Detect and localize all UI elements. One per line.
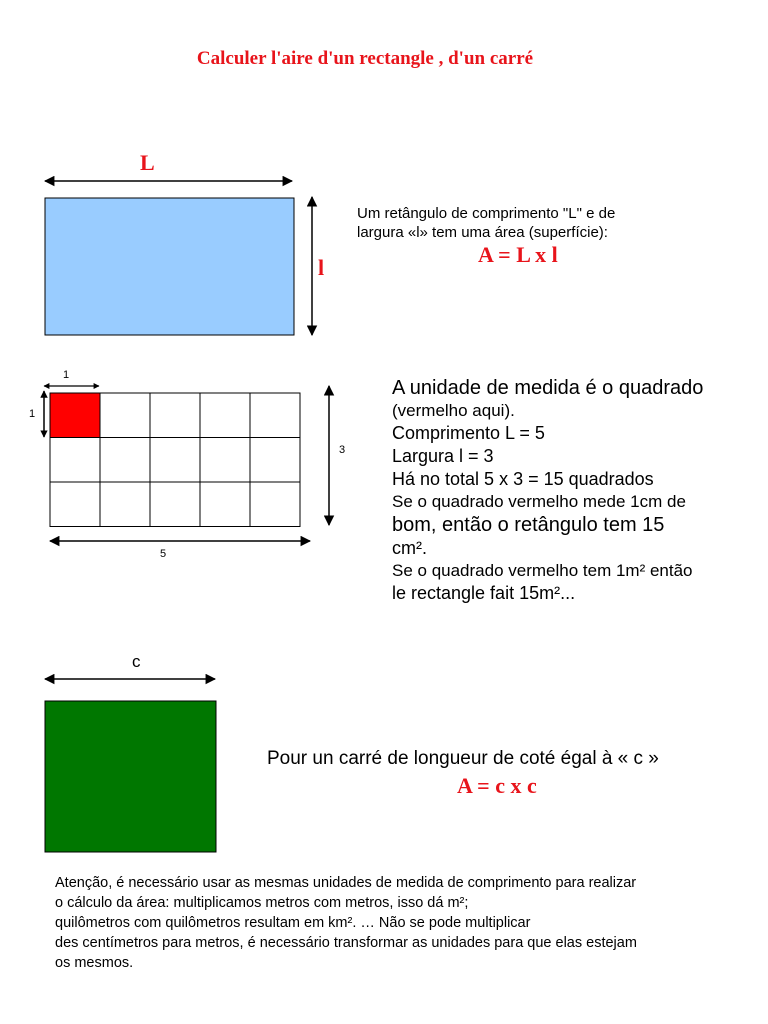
unit-square [100, 438, 150, 483]
unit-square [50, 438, 100, 483]
side-label: c [132, 652, 141, 671]
explanation-line: (vermelho aqui). [392, 401, 515, 420]
grid-length-label: 5 [160, 548, 167, 560]
description-line: largura «l» tem uma área (superfície): [357, 224, 608, 241]
unit-square-highlighted [50, 393, 100, 438]
width-label: l [318, 255, 325, 280]
unit-square [250, 482, 300, 527]
explanation-line: Largura l = 3 [392, 446, 494, 466]
length-label: L [140, 150, 155, 175]
unit-square [100, 482, 150, 527]
unit-square [50, 482, 100, 527]
explanation-line: le rectangle fait 15m²... [392, 583, 576, 603]
explanation-line: Há no total 5 x 3 = 15 quadrados [392, 469, 654, 489]
explanation-line: A unidade de medida é o quadrado [392, 377, 704, 399]
grid-explanation [392, 376, 703, 605]
rectangle-formula: A = L x l [478, 242, 558, 267]
units-note [55, 873, 637, 973]
note-line: o cálculo da área: multiplicamos metros com metros, isso dá m²; [55, 895, 469, 911]
grid-height-label: 3 [339, 444, 346, 456]
unit-square [200, 393, 250, 438]
square-description: Pour un carré de longueur de coté égal à « c » [267, 748, 659, 769]
unit-square [200, 438, 250, 483]
blue-rectangle [45, 198, 294, 335]
unit-width-label: 1 [63, 369, 70, 381]
note-line: des centímetros para metros, é necessário transformar as unidades para que elas estejam [55, 935, 637, 951]
explanation-line: Se o quadrado vermelho tem 1m² então [392, 561, 693, 580]
page-title: Calculer l'aire d'un rectangle , d'un carré [196, 48, 534, 69]
unit-square [150, 438, 200, 483]
unit-square [250, 438, 300, 483]
note-line: Atenção, é necessário usar as mesmas unidades de medida de comprimento para realizar [55, 875, 637, 891]
rectangle-description [357, 204, 615, 242]
explanation-line: bom, então o retângulo tem 15 [392, 514, 665, 536]
unit-square [200, 482, 250, 527]
green-square [45, 701, 216, 852]
unit-square [100, 393, 150, 438]
unit-height-label: 1 [29, 408, 36, 420]
square-formula: A = c x c [457, 773, 537, 798]
note-line: os mesmos. [55, 955, 134, 971]
description-line: Um retângulo de comprimento "L" e de [357, 205, 616, 222]
unit-square [250, 393, 300, 438]
explanation-line: cm². [392, 538, 427, 558]
note-line: quilômetros com quilômetros resultam em km². … Não se pode multiplicar [55, 915, 531, 931]
explanation-line: Comprimento L = 5 [392, 423, 545, 443]
unit-grid [50, 393, 300, 527]
unit-square [150, 393, 200, 438]
unit-square [150, 482, 200, 527]
explanation-line: Se o quadrado vermelho mede 1cm de [392, 492, 686, 511]
